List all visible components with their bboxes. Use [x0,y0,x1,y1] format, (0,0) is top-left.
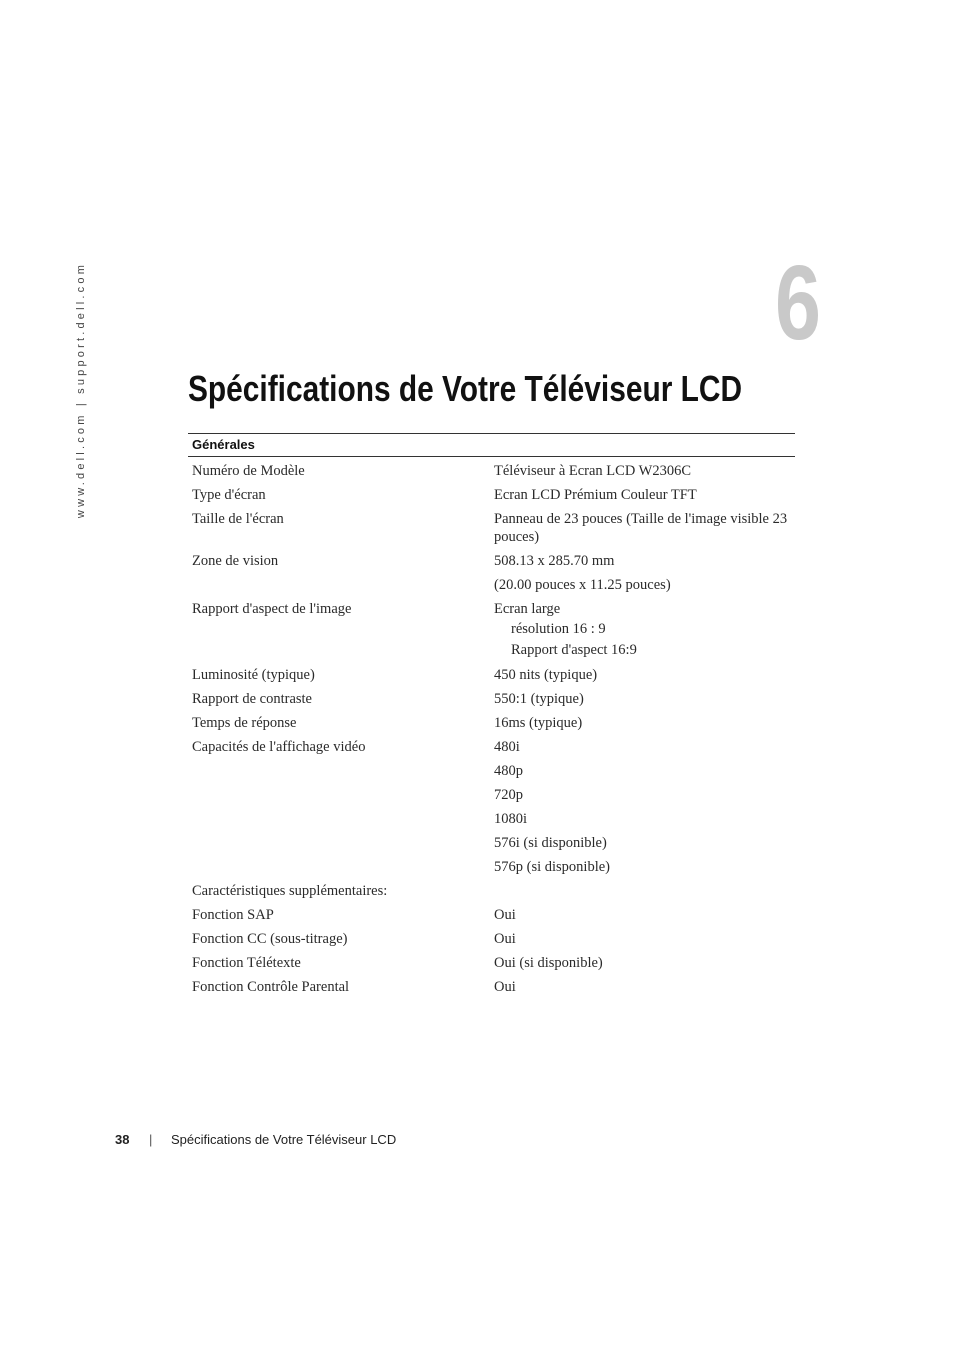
spec-value-line: 16ms (typique) [494,715,583,731]
spec-value-line: Ecran large [494,601,561,617]
spec-label: Luminosité (typique) [192,667,315,683]
spec-row [188,950,795,974]
spec-value [494,596,795,662]
spec-label: Fonction CC (sous-titrage) [192,931,348,947]
spec-value-line: Oui (si disponible) [494,955,603,971]
page-number: 38 [115,1132,130,1147]
spec-value-line: 508.13 x 285.70 mm [494,553,615,569]
spec-value [494,548,795,596]
spec-value-line: 550:1 (typique) [494,691,584,707]
spec-value-line: résolution 16 : 9 [511,621,606,637]
spec-value-line: (20.00 pouces x 11.25 pouces) [494,577,671,593]
running-title: Spécifications de Votre Téléviseur LCD [171,1132,397,1147]
chapter-number: 6 [775,244,821,362]
section-heading: Générales [188,433,795,457]
spec-row [188,710,795,734]
spec-value [494,926,795,950]
spec-value-line: 576i (si disponible) [494,835,607,851]
spec-value-line: Panneau de 23 pouces (Taille de l'image visible 23 pouces) [494,511,788,545]
spec-row [188,878,795,902]
spec-label: Type d'écran [192,487,266,503]
side-url [71,261,91,519]
spec-row [188,902,795,926]
spec-value [494,458,795,482]
spec-value [494,878,795,902]
spec-label: Numéro de Modèle [192,463,305,479]
spec-value-line: Oui [494,931,516,947]
spec-rows [188,457,795,998]
spec-value [494,974,795,998]
spec-row [188,458,795,482]
spec-label: Rapport de contraste [192,691,312,707]
spec-value-line: Oui [494,907,516,923]
page-title: Spécifications de Votre Téléviseur LCD [188,368,743,409]
spec-table [188,433,795,998]
spec-value [494,506,795,548]
spec-value-line: 576p (si disponible) [494,859,610,875]
spec-value [494,662,795,686]
spec-label: Capacités de l'affichage vidéo [192,739,366,755]
spec-value [494,482,795,506]
spec-value-line: 480i [494,739,520,755]
spec-row [188,482,795,506]
spec-value-line: 450 nits (typique) [494,667,598,683]
spec-value-line: 1080i [494,811,528,827]
spec-row [188,926,795,950]
spec-value [494,686,795,710]
spec-label: Fonction Contrôle Parental [192,979,350,995]
spec-row [188,548,795,596]
spec-value [494,950,795,974]
spec-value [494,710,795,734]
spec-label: Fonction Télétexte [192,955,301,971]
spec-value-line: Rapport d'aspect 16:9 [511,642,637,658]
spec-label: Caractéristiques supplémentaires: [192,883,388,899]
spec-value-line: 720p [494,787,523,803]
spec-value-line: Ecran LCD Prémium Couleur TFT [494,487,697,503]
spec-value [494,734,795,878]
footer-separator: | [149,1132,153,1147]
spec-row [188,596,795,662]
spec-value-line: Téléviseur à Ecran LCD W2306C [494,463,692,479]
spec-value [494,902,795,926]
spec-label: Temps de réponse [192,715,297,731]
side-url-text: www.dell.com | support.dell.com [75,261,87,519]
spec-value-line: 480p [494,763,523,779]
spec-label: Fonction SAP [192,907,274,923]
spec-row [188,506,795,548]
spec-row [188,686,795,710]
spec-value-line: Oui [494,979,516,995]
spec-row [188,734,795,878]
spec-label: Taille de l'écran [192,511,284,527]
spec-row [188,662,795,686]
spec-row [188,974,795,998]
spec-label: Zone de vision [192,553,279,569]
spec-label: Rapport d'aspect de l'image [192,601,352,617]
